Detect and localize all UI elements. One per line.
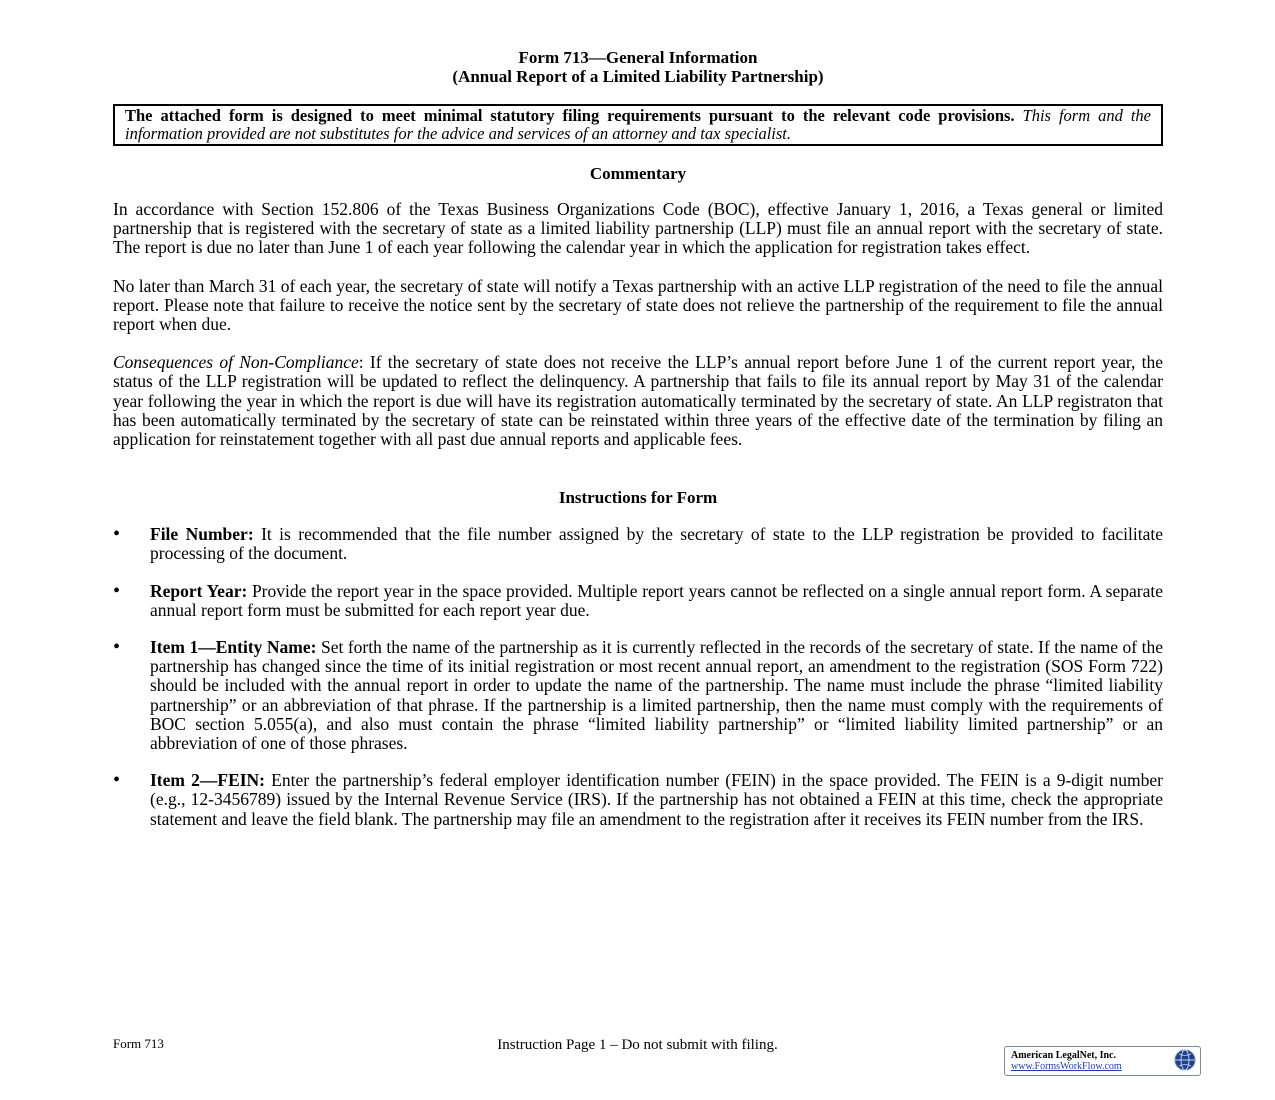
list-item [113,579,1163,620]
form-title: Form 713—General Information [518,48,758,67]
item-text: Enter the partnership’s federal employer identification number (FEIN) in the space provided. The FEIN is a 9-digit number (e.g., 12-3456789) issued by the Internal Revenue Service (IRS). If the partnership has not obtained a FEIN at this time, check the appropriate statement and leave the field blank. The partnership may file an amendment to the registration after it receives its FEIN number from the IRS. [150,770,1163,829]
item-text: Set forth the name of the partnership as it is currently reflected in the records of the secretary of state. If the name of the partnership has changed since the time of its initial registration or most recent annual report, an amendment to the registration (SOS Form 722) should be included with the annual report in order to update the name of the partnership. The name must include the phrase “limited liability partnership” or an abbreviation of that phrase. If the partnership is a limited partnership, then the name must comply with the requirements of BOC section 5.055(a), and also must contain the phrase “limited liability partnership” or “limited liability limited partnership” or an abbreviation of one of those phrases. [150,637,1164,754]
bullet-icon: • [113,769,121,792]
commentary-paragraph: No later than March 31 of each year, the secretary of state will notify a Texas partnership with an active LLP registration of the need to file the annual report. Please note that failure to receive the notice sent by the secretary of state does not relieve the partnership of the requirement to file the annual report when due. [113,275,1163,335]
disclaimer-box [113,104,1163,146]
vendor-logo[interactable] [1004,1046,1201,1076]
list-item [113,771,1163,829]
list-item [113,638,1163,753]
instructions-list [113,525,1163,829]
page-note-footer: Instruction Page 1 – Do not submit with filing. [497,1037,778,1053]
logo-url-link[interactable]: www.FormsWorkFlow.com [1011,1061,1122,1072]
disclaimer-bold: The attached form is designed to meet minimal statutory filing requirements pursuant to the relevant code provisions. [125,106,1015,125]
instructions-heading: Instructions for Form [558,488,718,508]
disclaimer-italic: This form and the information provided are not substitutes for the advice and services of an attorney and tax specialist. [125,106,1151,143]
commentary-paragraph [113,353,1163,449]
document-page [113,48,1163,847]
item-label: File Number: [150,524,254,545]
item-text: Provide the report year in the space provided. Multiple report years cannot be reflected on a single annual report form. A separate annual report form must be submitted for each report year due. [150,580,1163,620]
form-number-footer: Form 713 [113,1036,164,1051]
bullet-icon: • [113,579,121,602]
list-item [113,525,1163,563]
logo-company-name: American LegalNet, Inc. [1011,1050,1116,1061]
bullet-icon: • [113,636,121,659]
commentary-paragraph: In accordance with Section 152.806 of the Texas Business Organizations Code (BOC), effective January 1, 2016, a Texas general or limited partnership that is registered with the secretary of state as a limited liability partnership (LLP) must file an annual report with the secretary of state. The report is due no later than June 1 of each year following the calendar year in which the application for registration takes effect. [113,199,1163,258]
bullet-icon: • [113,523,121,546]
item-label: Item 1—Entity Name: [150,637,317,658]
item-text: It is recommended that the file number assigned by the secretary of state to the LLP registration be provided to facilitate processing of the document. [150,524,1163,564]
consequences-text: : If the secretary of state does not receive the LLP’s annual report before June 1 of the current report year, the status of the LLP registration will be updated to reflect the delinquency. A partnership that fails to file its annual report by May 31 of the calendar year following the year in which the report is due will have its registration automatically terminated by the secretary of state. An LLP registraton that has been automatically terminated by the secretary of state can be reinstated within three years of the effective date of the termination by filing an application for reinstatement together with all past due annual reports and applicable fees. [113,352,1164,450]
item-label: Report Year: [150,580,248,601]
consequences-lead: Consequences of Non-Compliance [113,352,359,373]
commentary-heading: Commentary [589,164,687,183]
form-subtitle: (Annual Report of a Limited Liability Partnership) [452,67,824,86]
item-label: Item 2—FEIN: [150,770,266,791]
globe-icon [1174,1049,1196,1071]
